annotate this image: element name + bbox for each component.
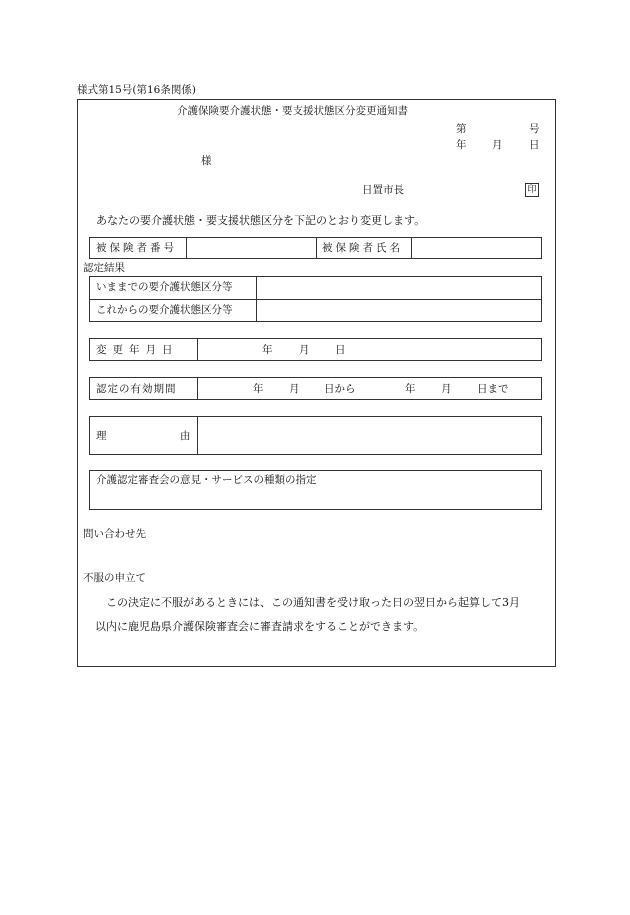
result-heading: 認定結果 bbox=[83, 262, 125, 274]
insured-name-field[interactable] bbox=[413, 239, 539, 257]
opinion-label: 介護認定審査会の意見・サービスの種類の指定 bbox=[96, 474, 317, 486]
intro-text: あなたの要介護状態・要支援状態区分を下記のとおり変更します。 bbox=[96, 214, 426, 227]
change-date-row bbox=[89, 338, 542, 361]
previous-level-field[interactable] bbox=[258, 278, 540, 297]
result-table bbox=[89, 276, 542, 322]
validity-row bbox=[89, 377, 542, 400]
validity-to: 日まで bbox=[477, 383, 509, 395]
validity-start-month: 月 bbox=[289, 383, 300, 395]
new-level-label: これからの要介護状態区分等 bbox=[96, 304, 233, 316]
insured-number-label: 被保険者番号 bbox=[96, 242, 177, 254]
validity-end-month: 月 bbox=[441, 383, 452, 395]
validity-start-year: 年 bbox=[253, 383, 264, 395]
recipient-suffix: 様 bbox=[201, 155, 212, 167]
new-level-field[interactable] bbox=[258, 301, 540, 320]
validity-end-year: 年 bbox=[405, 383, 416, 395]
reason-label-right: 由 bbox=[180, 430, 191, 442]
number-suffix: 号 bbox=[529, 123, 540, 135]
change-month: 月 bbox=[299, 344, 310, 356]
seal-mark: 印 bbox=[525, 183, 539, 197]
reason-label-left: 理 bbox=[96, 430, 107, 442]
number-prefix: 第 bbox=[456, 123, 467, 135]
reason-row bbox=[89, 416, 542, 455]
contact-heading: 問い合わせ先 bbox=[83, 528, 146, 540]
change-day: 日 bbox=[335, 344, 346, 356]
appeal-heading: 不服の申立て bbox=[83, 572, 146, 584]
change-date-label: 変更年月日 bbox=[96, 344, 179, 356]
opinion-box[interactable] bbox=[89, 470, 542, 510]
issue-month-label: 月 bbox=[492, 139, 503, 151]
issue-day-label: 日 bbox=[529, 139, 540, 151]
appeal-text-line1: この決定に不服があるときには、この通知書を受け取った日の翌日から起算して3月 bbox=[106, 596, 520, 609]
validity-from: 日から bbox=[324, 383, 356, 395]
insured-info-row bbox=[89, 237, 542, 259]
validity-label: 認定の有効期間 bbox=[96, 383, 177, 395]
change-year: 年 bbox=[262, 344, 273, 356]
previous-level-label: いままでの要介護状態区分等 bbox=[96, 281, 233, 293]
appeal-text-line2: 以内に鹿児島県介護保険審査会に審査請求をすることができます。 bbox=[95, 620, 425, 633]
insured-number-field[interactable] bbox=[188, 239, 314, 257]
issuer-name: 日置市長 bbox=[362, 184, 404, 196]
insured-name-label: 被保険者氏名 bbox=[322, 242, 403, 254]
document-title: 介護保険要介護状態・要支援状態区分変更通知書 bbox=[177, 105, 408, 117]
issue-year-label: 年 bbox=[456, 139, 467, 151]
form-id: 様式第15号(第16条関係) bbox=[77, 84, 196, 96]
reason-field[interactable] bbox=[199, 418, 539, 453]
